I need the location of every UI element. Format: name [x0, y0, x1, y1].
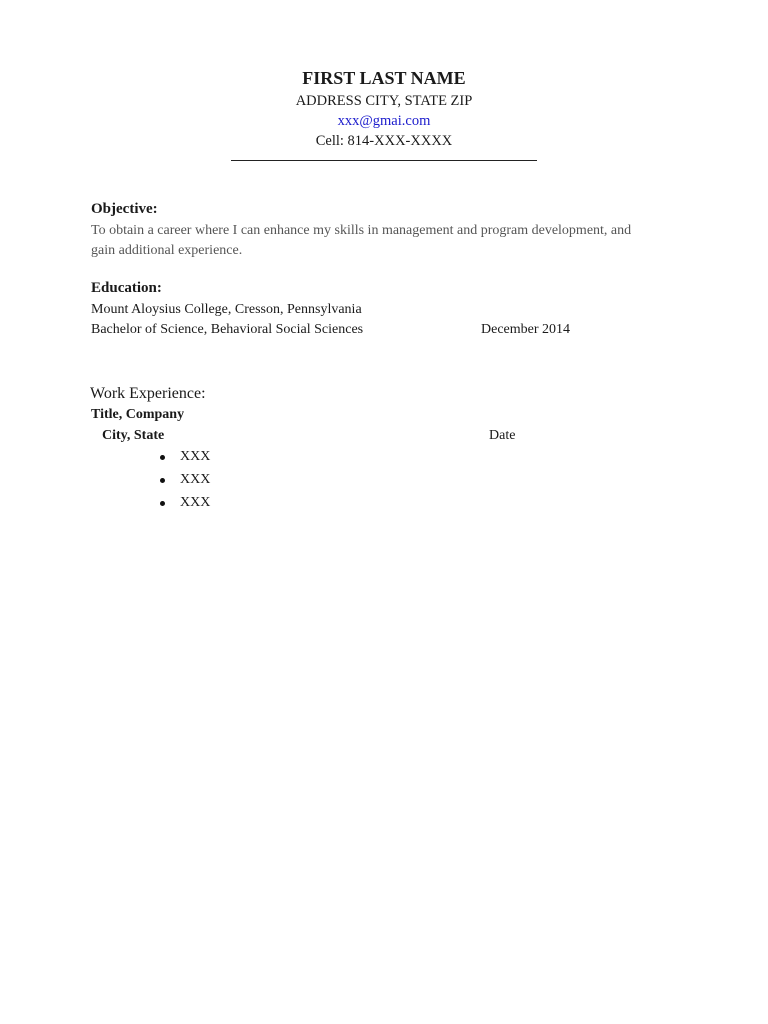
job-title-company: Title, Company: [91, 407, 185, 422]
duty-text: XXX: [180, 495, 211, 510]
bullet-icon: [160, 455, 165, 460]
objective-text: [91, 221, 691, 261]
education-date: December 2014: [481, 322, 571, 337]
education-heading: Education:: [91, 280, 162, 296]
education-degree: Bachelor of Science, Behavioral Social Sciences: [91, 322, 364, 337]
job-date: Date: [489, 428, 516, 443]
duty-text: XXX: [180, 449, 211, 464]
work-experience-heading: Work Experience:: [90, 385, 206, 402]
job-location: City, State: [102, 428, 165, 443]
resume-header: [0, 66, 768, 151]
bullet-icon: [160, 478, 165, 483]
email-link[interactable]: xxx@gmai.com: [337, 113, 431, 129]
objective-heading: Objective:: [91, 201, 158, 217]
address-line: ADDRESS CITY, STATE ZIP: [295, 93, 473, 109]
objective-text-line: gain additional experience.: [91, 243, 243, 258]
bullet-icon: [160, 501, 165, 506]
full-name: FIRST LAST NAME: [302, 68, 466, 88]
header-divider: [231, 160, 537, 161]
objective-text-line: To obtain a career where I can enhance my skills in management and program development, and: [91, 223, 632, 238]
education-school: Mount Aloysius College, Cresson, Pennsylvania: [91, 302, 362, 317]
phone-line: Cell: 814-XXX-XXXX: [315, 133, 453, 149]
duty-text: XXX: [180, 472, 211, 487]
